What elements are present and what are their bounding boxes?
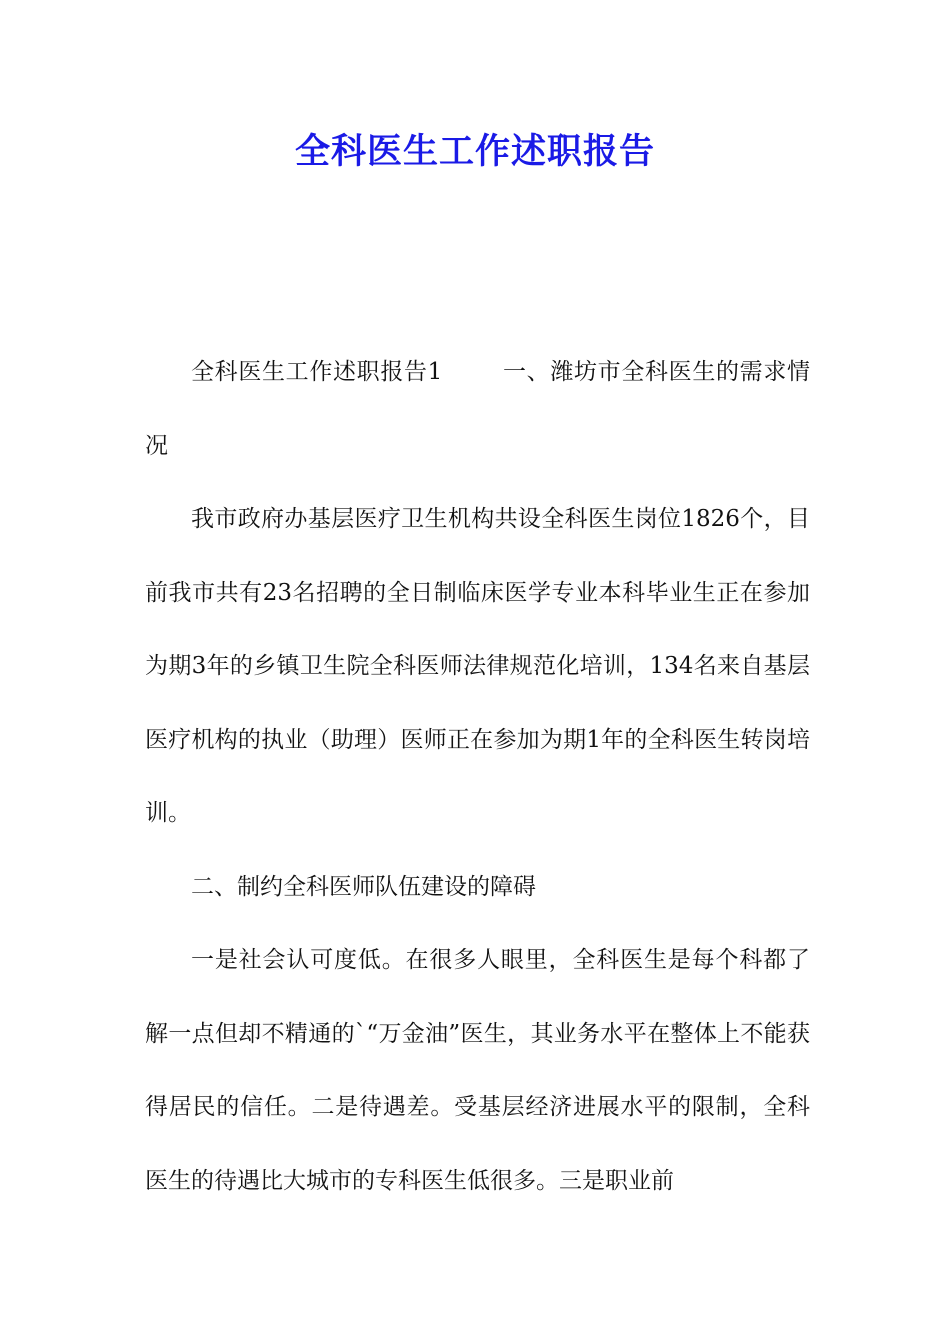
- section-two-title: 二、制约全科医师队伍建设的障碍: [191, 873, 536, 900]
- paragraph-obstacles: 一是社会认可度低。在很多人眼里，全科医生是每个科都了解一点但却不精通的`“万金油”医生，其业务水平在整体上不能获得居民的信任。二是待遇差。受基层经济进展水平的限制，全科医生的待遇比大城市的专科医生低很多。三是职业前: [145, 947, 810, 1194]
- section-one-title: 一、潍坊市全科医生的需求情况: [145, 359, 810, 459]
- report-heading: 全科医生工作述职报告1: [191, 359, 443, 385]
- document-title: 全科医生工作述职报告: [294, 132, 655, 172]
- report-heading-paragraph: [145, 336, 810, 483]
- paragraph-positions: 我市政府办基层医疗卫生机构共设全科医生岗位1826个，目前我市共有23名招聘的全日制临床医学专业本科毕业生正在参加为期3年的乡镇卫生院全科医师法律规范化培训，134名来自基层医疗机构的执业（助理）医师正在参加为期1年的全科医生转岗培训。: [145, 506, 810, 826]
- document-body: [145, 336, 810, 1218]
